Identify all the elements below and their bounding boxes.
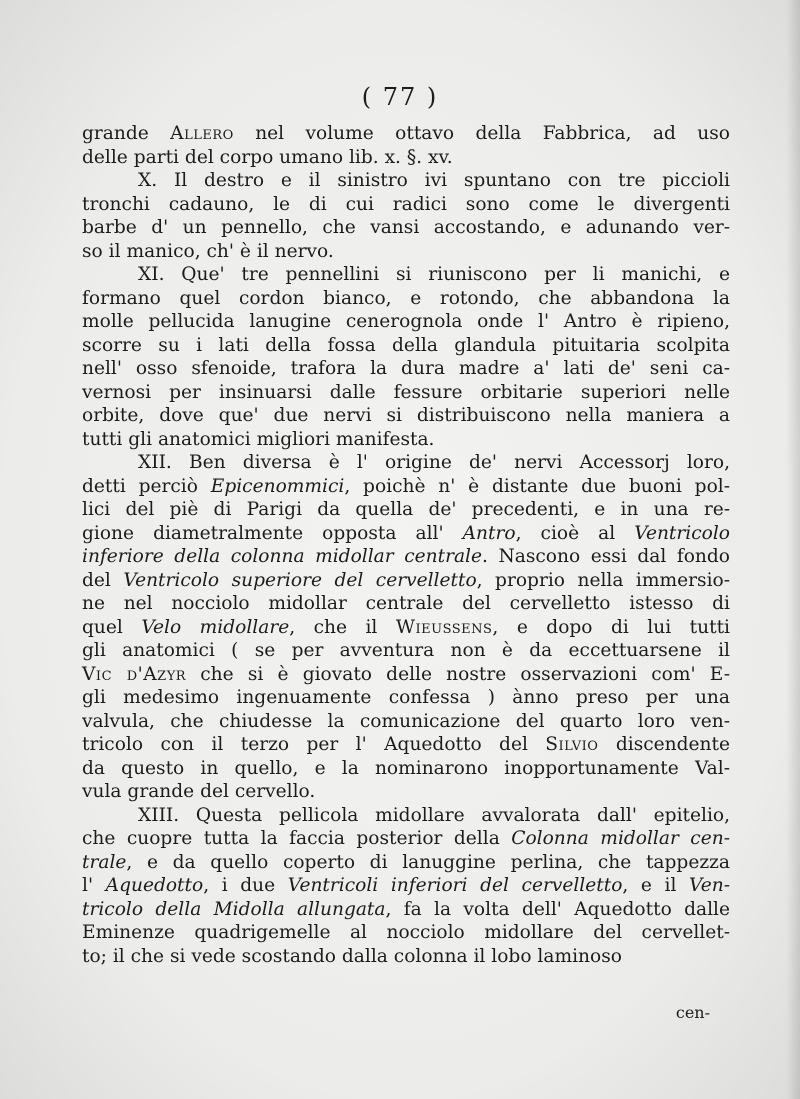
text-segment: so il manico, ch' è il nervo. (82, 240, 334, 262)
text-segment: che cuopre tutta la faccia posterior della (82, 828, 512, 849)
text-segment: barbe d' un pennello, che vansi accostando, e adunando ver- (82, 217, 730, 238)
text-segment: discendente (598, 734, 730, 755)
text-line (82, 310, 730, 334)
page-number: ( 77 ) (361, 83, 439, 111)
text-line (82, 522, 730, 546)
text-segment: l' (82, 875, 106, 896)
text-line (82, 592, 730, 616)
text-line (82, 334, 730, 358)
text-segment: formano quel cordon bianco, e rotondo, che abbandona la (82, 287, 730, 309)
text-line (82, 616, 730, 640)
text-segment: molle pellucida lanugine cenerognola onde l' Antro è ripieno, (82, 311, 730, 332)
italic-text: Antro (462, 522, 516, 544)
italic-text: trale (82, 851, 127, 873)
catchword-line (82, 1003, 710, 1027)
text-segment: , poichè n' è distante due buoni pol- (344, 475, 730, 497)
text-line (82, 498, 730, 522)
text-line (82, 381, 730, 405)
text-segment: gione diametralmente opposta all' (82, 522, 463, 544)
text-line (82, 898, 730, 922)
text-line (82, 263, 730, 287)
text-line (82, 945, 730, 969)
italic-text: tricolo della Midolla allungata (82, 898, 386, 920)
text-line (82, 639, 730, 663)
text-segment: Eminenze quadrigemelle al nocciolo midollare del cervellet- (82, 922, 730, 943)
text-line (82, 287, 730, 311)
text-segment: gli medesimo ingenuamente confessa ) ànno preso per una (82, 687, 730, 708)
text-segment: vernosi per insinuarsi dalle fessure orbitarie superiori nelle (82, 381, 730, 403)
small-caps-text: Wieussens (395, 616, 493, 638)
text-line (82, 545, 730, 569)
page-edge-shadow (786, 0, 800, 1099)
text-segment: X. Il destro e il sinistro ivi spuntano con tre piccioli (138, 170, 730, 191)
text-segment: tricolo con il terzo per l' Aquedotto del (82, 734, 546, 755)
body-text (82, 122, 730, 968)
text-segment: , i due (203, 875, 288, 896)
text-line (82, 686, 730, 710)
italic-text: Ven- (689, 875, 730, 896)
text-segment: nel volume ottavo della Fabbrica, ad uso (233, 123, 730, 144)
text-line (82, 193, 730, 217)
text-segment: che si è giovato delle nostre osservazioni com' E- (186, 663, 730, 685)
text-segment: , proprio nella immersio- (476, 569, 730, 591)
text-line (82, 874, 730, 898)
italic-text: Ventricolo (634, 522, 730, 544)
text-line (82, 451, 730, 475)
text-segment: grande (82, 123, 171, 144)
text-line (82, 404, 730, 428)
text-segment: , e dopo di lui tutti (492, 616, 730, 638)
text-line (82, 851, 730, 875)
text-segment: del (82, 569, 124, 591)
text-segment: detti perciò (82, 475, 211, 497)
text-line (82, 475, 730, 499)
text-line (82, 169, 730, 193)
italic-text: Velo midollare (141, 616, 290, 638)
text-line (82, 710, 730, 734)
text-line (82, 780, 730, 804)
text-line (82, 357, 730, 381)
catchword: cen- (675, 1003, 710, 1022)
italic-text: Ventricoli inferiori del cervelletto (287, 875, 623, 896)
text-line (82, 240, 730, 264)
text-segment: , e il (622, 875, 689, 896)
text-segment: . Nascono essi dal fondo (482, 546, 730, 567)
text-line (82, 663, 730, 687)
text-line (82, 216, 730, 240)
text-segment: , che il (289, 616, 396, 638)
text-line (82, 569, 730, 593)
text-line (82, 146, 730, 170)
text-line (82, 428, 730, 452)
text-segment: , cioè al (515, 522, 635, 544)
text-segment: orbite, dove que' due nervi si distribuiscono nella maniera a (82, 405, 730, 426)
small-caps-text: Vic d'Azyr (82, 663, 187, 685)
text-segment: scorre su i lati della fossa della glandula pituitaria scolpita (82, 334, 730, 356)
small-caps-text: Allero (170, 123, 234, 144)
text-line (82, 757, 730, 781)
text-segment: XII. Ben diversa è l' origine de' nervi Accessorj loro, (138, 452, 730, 473)
italic-text: Ventricolo superiore del cervelletto (123, 569, 477, 591)
text-segment: XI. Que' tre pennellini si riuniscono per li manichi, e (138, 264, 730, 285)
text-segment: tronchi cadauno, le di cui radici sono come le divergenti (82, 193, 730, 215)
text-segment: nell' osso sfenoide, trafora la dura madre a' lati de' seni ca- (82, 358, 730, 379)
text-line (82, 733, 730, 757)
text-line (82, 827, 730, 851)
text-segment: to; il che si vede scostando dalla colonna il lobo laminoso (82, 945, 622, 967)
text-segment: vula grande del cervello. (82, 781, 316, 802)
text-line (82, 122, 730, 146)
text-segment: gli anatomici ( se per avventura non è da eccettuarsene il (82, 640, 730, 661)
text-segment: , fa la volta dell' Aquedotto dalle (385, 898, 730, 920)
text-line (82, 804, 730, 828)
text-segment: delle parti del corpo umano lib. x. §. xv. (82, 146, 453, 168)
italic-text: Aquedotto (105, 875, 204, 896)
italic-text: Colonna midollar cen- (511, 828, 730, 849)
text-segment: XIII. Questa pellicola midollare avvalorata dall' epitelio, (138, 804, 730, 826)
text-segment: lici del piè di Parigi da quella de' precedenti, e in una re- (82, 499, 730, 520)
text-segment: da questo in quello, e la nominarono inopportunamente Val- (82, 757, 730, 779)
text-segment: , e da quello coperto di lanuggine perlina, che tappezza (126, 851, 730, 873)
text-segment: valvula, che chiudesse la comunicazione del quarto loro ven- (82, 710, 730, 732)
small-caps-text: Silvio (545, 734, 599, 755)
italic-text: Epicenommici (210, 475, 345, 497)
text-segment: quel (82, 616, 142, 638)
italic-text: inferiore della colonna midollar centrale (82, 546, 483, 567)
text-line (82, 921, 730, 945)
text-segment: ne nel nocciolo midollar centrale del cervelletto istesso di (82, 593, 730, 614)
text-segment: tutti gli anatomici migliori manifesta. (82, 428, 435, 450)
